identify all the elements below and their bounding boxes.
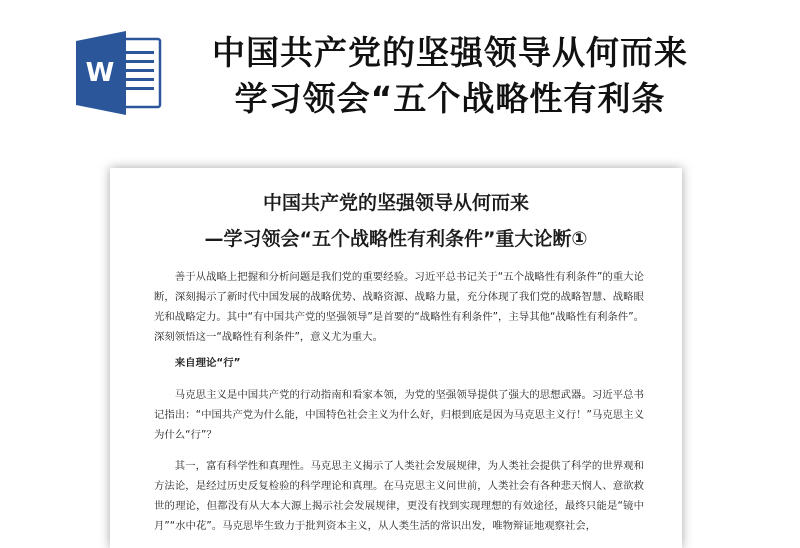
paragraph-3: 其一，富有科学性和真理性。马克思主义揭示了人类社会发展规律，为人类社会提供了科学的世界观和方法论，是经过历史反复检验的科学理论和真理。在马克思主义问世前，人类社会有各种悲天悯人、意欲救世的理论，但都没有从大本大源上揭示社会发展规律，更没有找到实现理想的有效途径，最终只能是“镜中月”“水中花”。马克思毕生致力于批判资本主义，从人类生活的常识出发，唯物辩证地观察社会， <box>154 460 644 532</box>
section-heading: 来自理论“行” <box>174 357 241 369</box>
paragraph-intro: 善于从战略上把握和分析问题是我们党的重要经验。习近平总书记关于“五个战略性有利条件”的重大论断，深刻揭示了新时代中国发展的战略优势、战略资源、战略力量，充分体现了我们党的战略智慧、战略眼光和战略定力。其中“有中国共产党的坚强领导”是首要的“战略性有利条件”，主导其他“战略性有利条件”。深刻领悟这一“战略性有利条件”，意义尤为重大。 <box>154 271 644 343</box>
word-icon <box>76 31 166 115</box>
document-subtitle: —学习领会“五个战略性有利条件”重大论断① <box>204 228 588 250</box>
document-page <box>110 168 682 548</box>
banner-title-line2: 学习领会“五个战略性有利条 <box>234 79 666 118</box>
banner-title-line1: 中国共产党的坚强领导从何而来 <box>212 33 688 72</box>
document-title: 中国共产党的坚强领导从何而来 <box>262 192 529 214</box>
banner <box>0 0 800 150</box>
banner-title <box>180 30 720 122</box>
word-logo-letter: W <box>85 58 115 88</box>
paragraph-2: 马克思主义是中国共产党的行动指南和看家本领，为党的坚强领导提供了强大的思想武器。习近平总书记指出：“中国共产党为什么能，中国特色社会主义为什么好，归根到底是因为马克思主义行！”马克思主义为什么“行”？ <box>154 389 644 441</box>
